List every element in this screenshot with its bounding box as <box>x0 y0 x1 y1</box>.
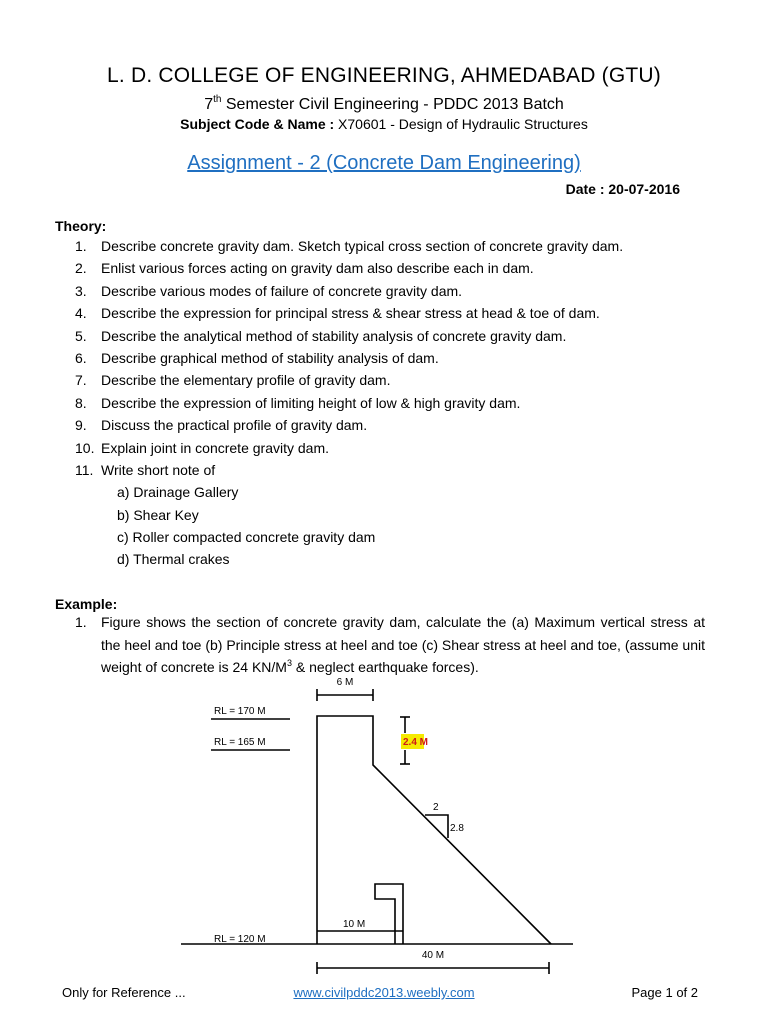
slope-horizontal-label: 2 <box>433 802 439 813</box>
theory-heading: Theory: <box>55 218 107 234</box>
subject-value: X70601 - Design of Hydraulic Structures <box>334 116 588 132</box>
theory-item-number: 2. <box>75 260 87 277</box>
example-text-end: & neglect earthquake forces). <box>292 659 479 676</box>
theory-item-text: Describe various modes of failure of concrete gravity dam. <box>101 282 463 299</box>
theory-subitem: d) Thermal crakes <box>117 551 230 568</box>
theory-item-number: 10. <box>75 439 95 456</box>
theory-subitem: c) Roller compacted concrete gravity dam <box>117 529 376 546</box>
theory-item-text: Describe the analytical method of stability analysis of concrete gravity dam. <box>101 327 567 344</box>
theory-item-number: 9. <box>75 417 87 434</box>
gallery-width-label: 10 M <box>343 919 366 930</box>
semester-text: Semester Civil Engineering - PDDC 2013 Batch <box>221 96 564 113</box>
drainage-gallery <box>375 884 403 944</box>
theory-item-number: 6. <box>75 349 87 366</box>
theory-item-number: 3. <box>75 282 87 299</box>
semester-ordinal: th <box>213 94 222 105</box>
theory-item-number: 7. <box>75 372 87 389</box>
theory-subitem: b) Shear Key <box>117 506 199 523</box>
theory-item-text: Describe the expression for principal stress & shear stress at head & toe of dam. <box>101 305 600 322</box>
page-number: Page 1 of 2 <box>631 985 698 1000</box>
freeboard-label: 2.4 M <box>403 737 429 748</box>
theory-item-number: 4. <box>75 305 87 322</box>
college-name: L. D. COLLEGE OF ENGINEERING, AHMEDABAD (GTU) <box>107 64 661 87</box>
assignment-title-text: Assignment - 2 (Concrete Dam Engineering) <box>187 152 581 174</box>
footer-website-link[interactable]: www.civilpddc2013.weebly.com <box>293 985 475 1000</box>
example-number: 1. <box>75 614 87 630</box>
assignment-date: Date : 20-07-2016 <box>565 181 680 197</box>
top-width-label: 6 M <box>336 677 354 688</box>
theory-item-text: Enlist various forces acting on gravity dam also describe each in dam. <box>101 260 534 277</box>
theory-item-text: Describe graphical method of stability analysis of dam. <box>101 349 439 366</box>
rl-water-label: RL = 165 M <box>214 737 266 748</box>
footer-note: Only for Reference ... <box>62 985 186 1000</box>
theory-item-number: 1. <box>75 238 87 254</box>
theory-item-number: 5. <box>75 327 87 344</box>
theory-item-text: Explain joint in concrete gravity dam. <box>101 439 329 456</box>
theory-item-text: Write short note of <box>101 461 216 478</box>
theory-item-text: Describe the elementary profile of gravity dam. <box>101 372 391 389</box>
base-width-label: 40 M <box>421 950 445 961</box>
theory-subitem: a) Drainage Gallery <box>117 484 239 501</box>
theory-item-text: Describe the expression of limiting height of low & high gravity dam. <box>101 394 521 411</box>
example-text-superscript: 3 <box>286 658 292 669</box>
theory-item-number: 11. <box>75 461 94 478</box>
rl-top-label: RL = 170 M <box>214 706 266 717</box>
example-text-main: Figure shows the section of concrete gravity dam, calculate the (a) Maximum vertical stress at the heel and toe (b) Principle stress at heel and toe (c) Shear stress at heel and toe, (assume unit weight of concrete is 24 KN/M <box>101 614 705 676</box>
theory-item-text: Describe concrete gravity dam. Sketch typical cross section of concrete gravity dam. <box>101 238 624 254</box>
theory-item-number: 8. <box>75 394 87 411</box>
rl-base-label: RL = 120 M <box>214 934 266 945</box>
theory-item-text: Discuss the practical profile of gravity dam. <box>101 417 368 434</box>
subject-label: Subject Code & Name : <box>180 116 335 132</box>
dam-outline <box>317 716 551 944</box>
example-heading: Example: <box>55 596 118 612</box>
slope-vertical-label: 2.8 <box>450 823 464 834</box>
slope-triangle <box>425 815 448 838</box>
semester-number: 7 <box>204 96 214 113</box>
